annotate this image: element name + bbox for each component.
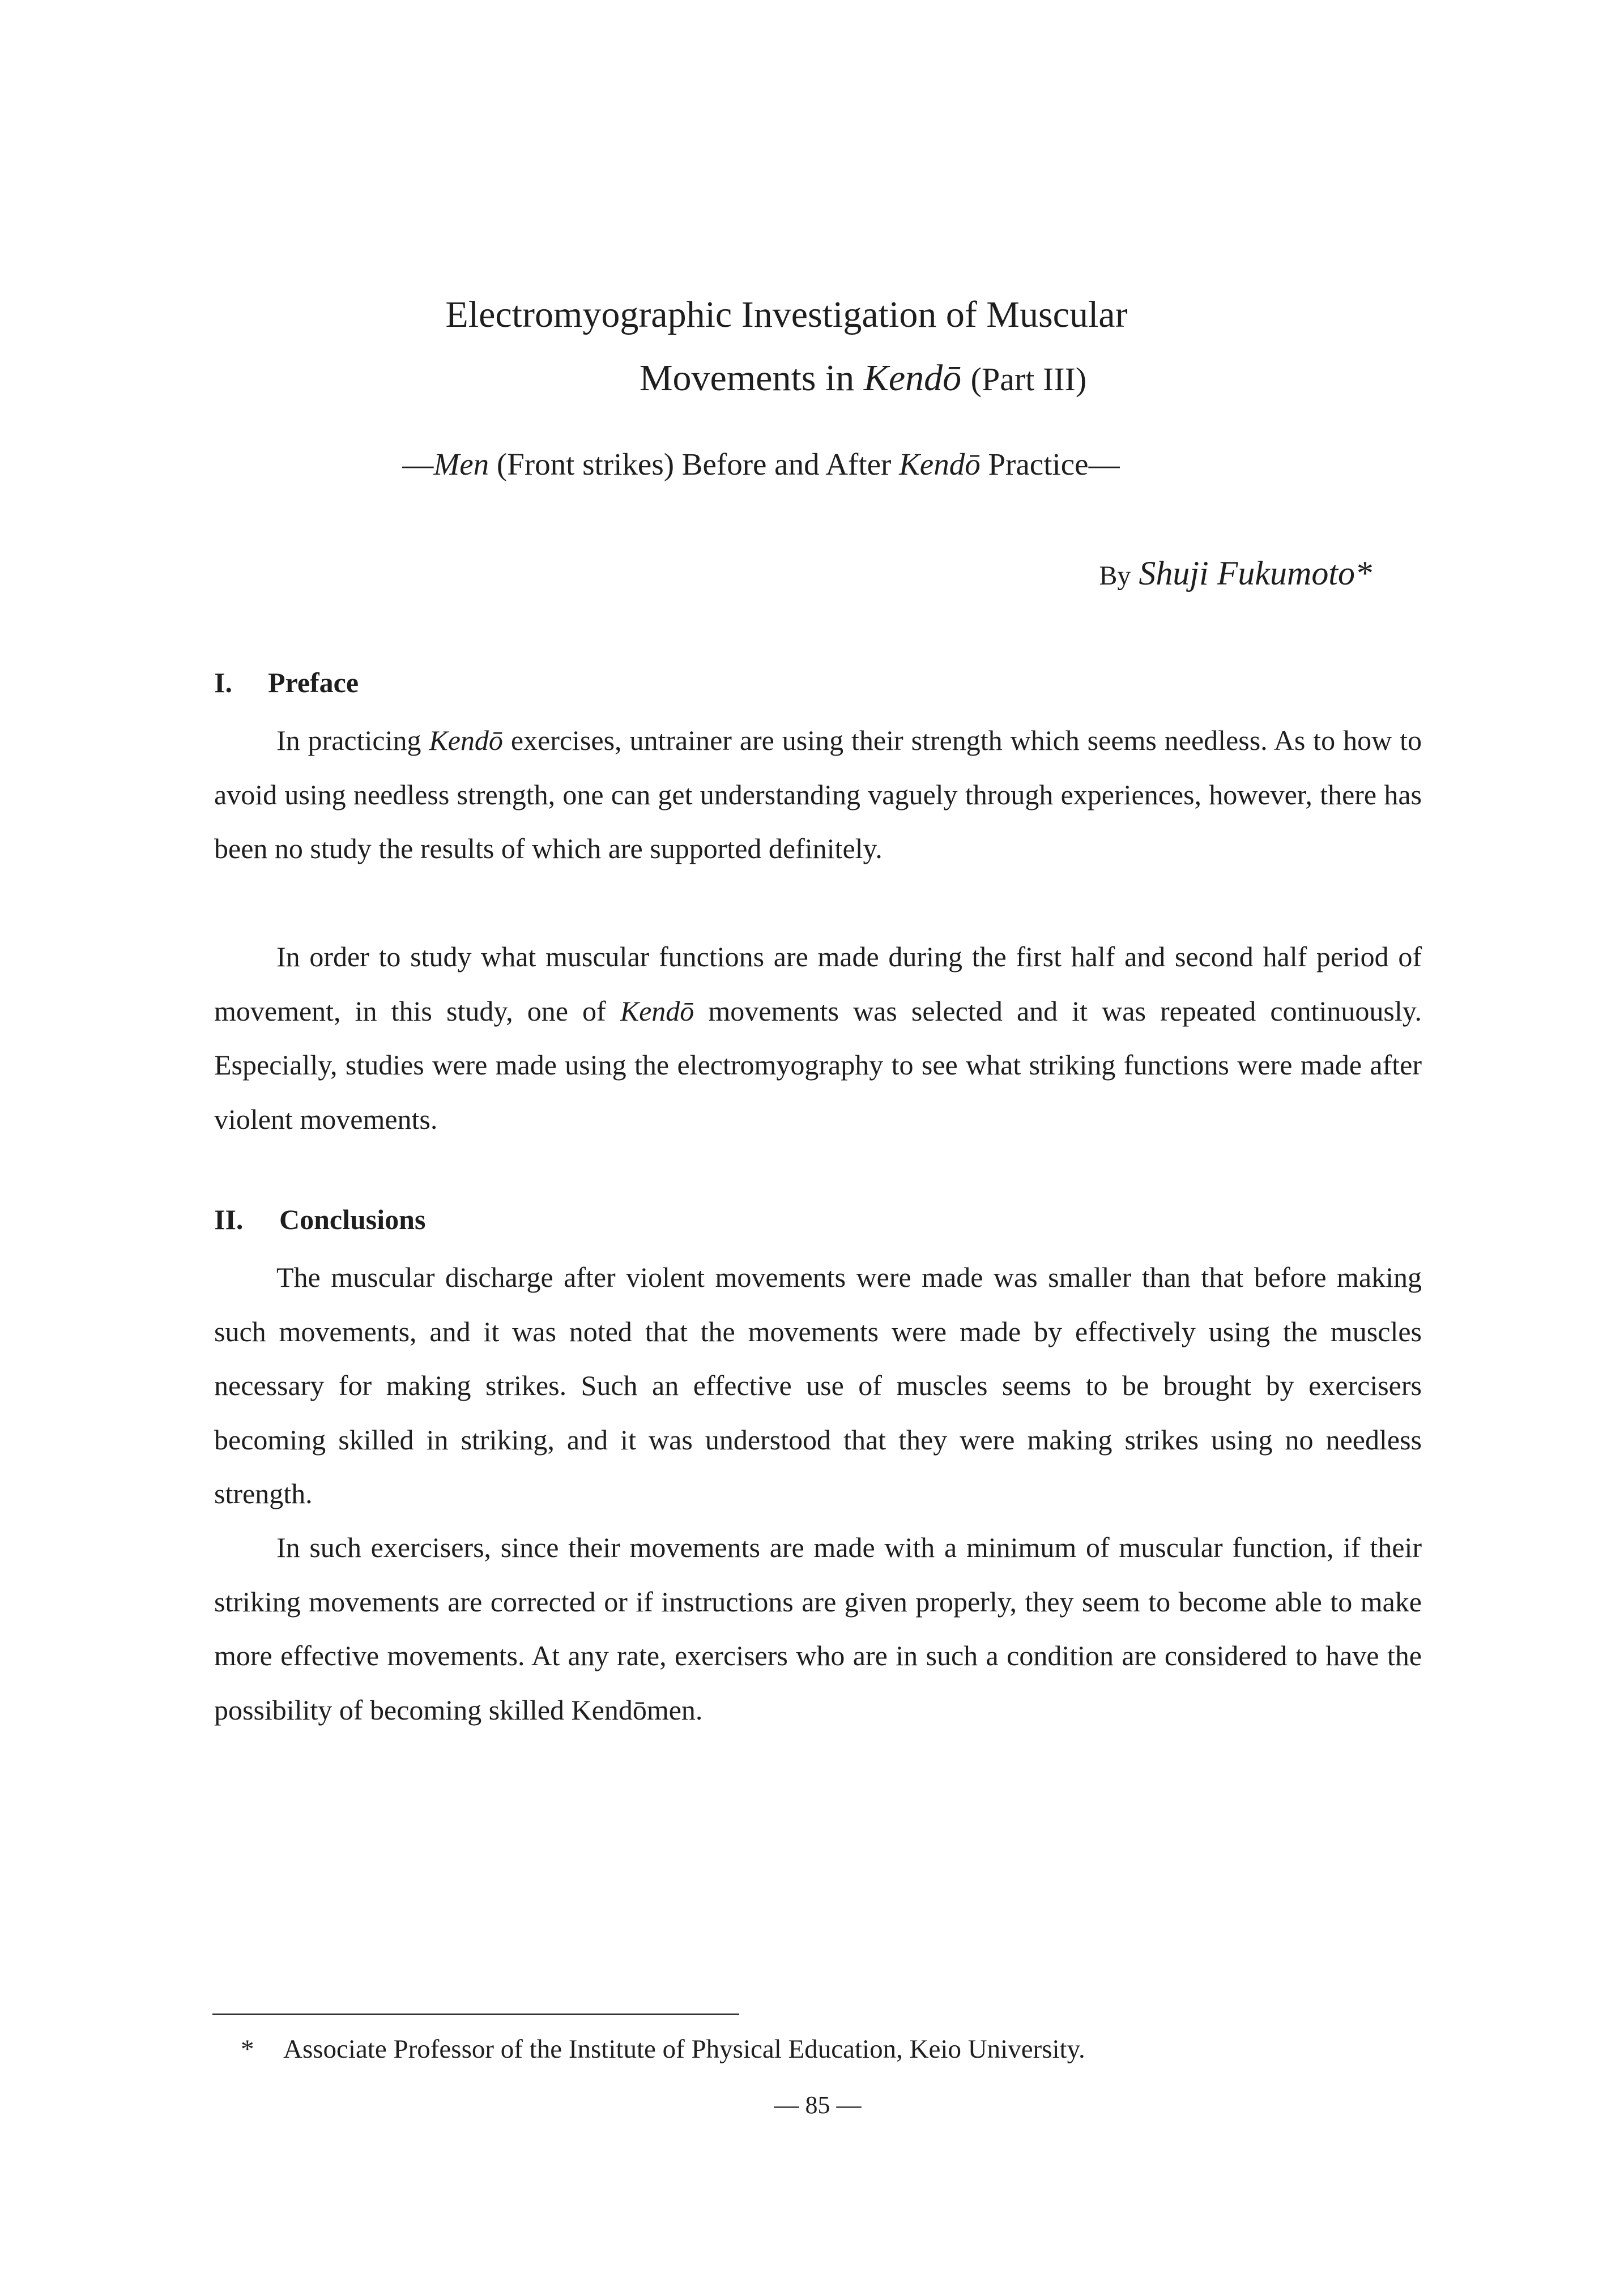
section-heading-conclusions: [214, 1200, 425, 1239]
paragraph-text: exercises, untrainer are using their strength which seems needless. As to how to avoid using needless strength, one can get understanding vaguely through experiences, however, there has been no study the results of which are supported definitely.: [214, 724, 1422, 864]
section-heading-preface: [214, 663, 359, 702]
paragraph-text: movements was selected and it was repeated continuously. Especially, studies were made using the electromyography to see what striking functions were made after violent movements.: [214, 995, 1422, 1135]
preface-paragraph-1: [214, 714, 1422, 876]
title-kendo: Kendō: [863, 357, 962, 399]
subtitle-practice: Practice: [988, 447, 1089, 481]
preface-paragraph-2: [214, 930, 1422, 1146]
footnote-mark: *: [241, 2034, 254, 2064]
footnote-divider: [212, 2014, 739, 2015]
kendo-term: Kendō: [429, 724, 503, 756]
subtitle-front-strikes: (Front strikes) Before and After: [496, 447, 892, 481]
title-line-1: Electromyographic Investigation of Muscular: [445, 294, 1128, 335]
footnote-text: Associate Professor of the Institute of Physical Education, Keio University.: [283, 2034, 1085, 2064]
section-number: II.: [214, 1204, 244, 1235]
paper-title: [0, 283, 1624, 411]
section-title: Preface: [268, 667, 359, 698]
author-name: Shuji Fukumoto*: [1139, 554, 1372, 592]
section-number: I.: [214, 667, 232, 698]
subtitle-dash-close: —: [1088, 447, 1120, 481]
page-number: — 85 —: [774, 2091, 862, 2119]
subtitle-men: Men: [433, 447, 489, 481]
paragraph-text: In practicing: [276, 724, 429, 756]
title-line-2-text: Movements in: [639, 357, 864, 399]
subtitle: [0, 443, 1573, 485]
conclusions-paragraph-2: In such exercisers, since their movements are made with a minimum of muscular function, if their striking movements are corrected or if instructions are given properly, they seem to become able to make more effective movements. At any rate, exercisers who are in such a condition are considered to have the possibility of becoming skilled Kendōmen.: [214, 1532, 1422, 1726]
byline-by: By: [1099, 561, 1131, 591]
kendo-term: Kendō: [620, 995, 694, 1027]
title-part: (Part III): [970, 361, 1087, 398]
footnote: [241, 2031, 1085, 2067]
byline: [1099, 551, 1372, 599]
subtitle-kendo: Kendō: [899, 447, 981, 481]
conclusions-paragraph-1: The muscular discharge after violent movements were made was smaller than that before making such movements, and it was noted that the movements were made by effectively using the muscles necessary for making strikes. Such an effective use of muscles seems to be brought by exercisers becoming skilled in striking, and it was understood that they were making strikes using no needless strength.: [214, 1261, 1422, 1509]
title-line-2: [102, 347, 1624, 411]
subtitle-dash-open: —: [402, 447, 434, 481]
section-title: Conclusions: [279, 1204, 426, 1235]
paragraph-text: In order to study what muscular functions are made during the first half and second half period of movement, in this study, one of: [214, 941, 1422, 1027]
